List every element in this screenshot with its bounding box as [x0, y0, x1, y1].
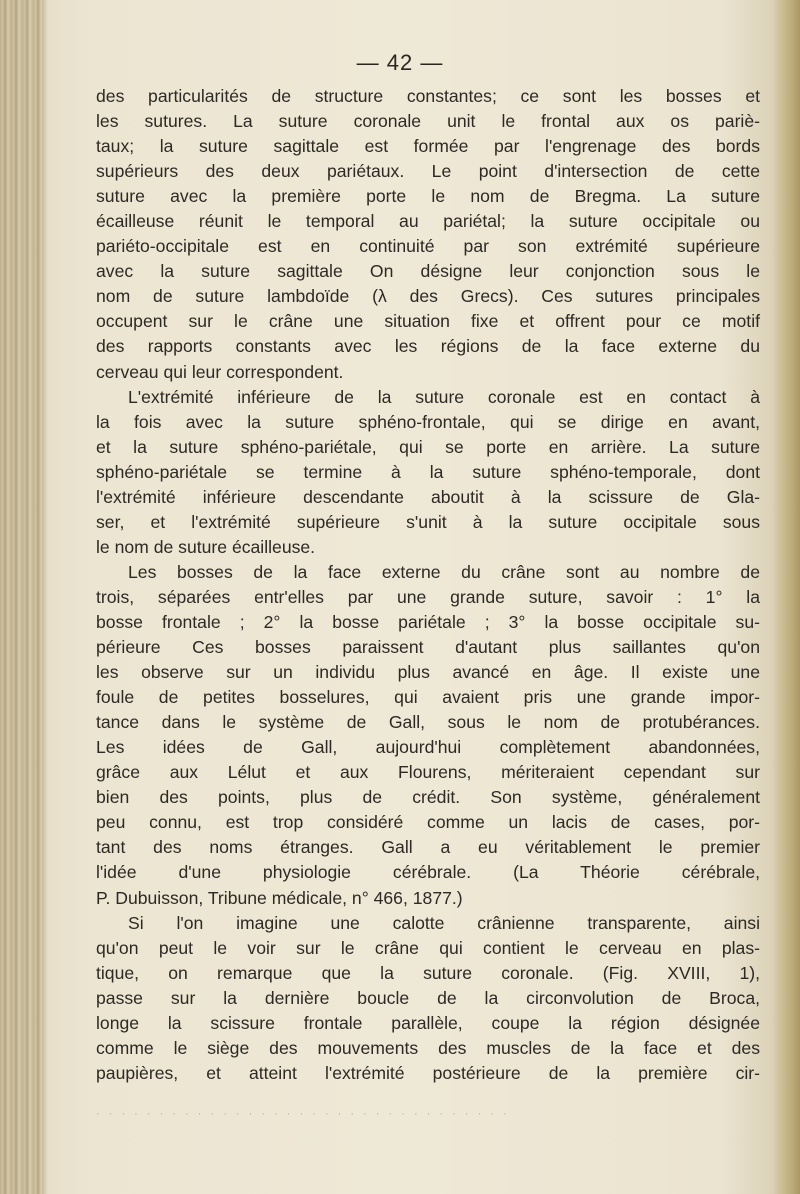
text-line: tance dans le système de Gall, sous le nom de protubérances. — [96, 712, 760, 733]
text-line: longe la scissure frontale parallèle, coupe la région désignée — [96, 1012, 760, 1033]
text-line: taux; la suture sagittale est formée par l'engrenage des bords — [96, 136, 760, 157]
page-number: — 42 — — [356, 50, 444, 75]
text-line: grâce aux Lélut et aux Flourens, mériteraient cependant sur — [96, 762, 760, 783]
text-line: Si l'on imagine une calotte crânienne transparente, ainsi — [128, 912, 760, 933]
text-line: supérieurs des deux pariétaux. Le point d'intersection de cette — [96, 161, 760, 182]
text-line: des rapports constants avec les régions de la face externe du — [96, 336, 760, 357]
text-line: l'idée d'une physiologie cérébrale. (La Théorie cérébrale, — [96, 862, 760, 883]
text-line: tant des noms étranges. Gall a eu véritablement le premier — [96, 837, 760, 858]
text-line: pariéto-occipitale est en continuité par son extrémité supérieure — [96, 236, 760, 257]
body-text — [96, 84, 760, 1086]
text-line: P. Dubuisson, Tribune médicale, n° 466, 1877.) — [96, 887, 463, 908]
book-binding — [0, 0, 42, 1194]
text-line: la fois avec la suture sphéno-frontale, qui se dirige en avant, — [96, 411, 760, 432]
text-line: tique, on remarque que la suture coronale. (Fig. XVIII, 1), — [96, 962, 760, 983]
page-edge — [772, 0, 800, 1194]
text-line: suture avec la première porte le nom de Bregma. La suture — [96, 186, 760, 207]
text-line: le nom de suture écailleuse. — [96, 536, 316, 557]
text-line: les sutures. La suture coronale unit le frontal aux os pariè- — [96, 111, 760, 132]
text-line: Les bosses de la face externe du crâne sont au nombre de — [128, 561, 760, 582]
text-line: écailleuse réunit le temporal au pariétal; la suture occipitale ou — [96, 211, 760, 232]
text-line: occupent sur le crâne une situation fixe et offrent pour ce motif — [96, 311, 760, 332]
text-line: ser, et l'extrémité supérieure s'unit à la suture occipitale sous — [96, 511, 760, 532]
text-line: trois, séparées entr'elles par une grande suture, savoir : 1° la — [96, 586, 760, 607]
text-line: et la suture sphéno-pariétale, qui se porte en arrière. La suture — [96, 436, 760, 457]
text-line: des particularités de structure constantes; ce sont les bosses et — [96, 86, 760, 106]
text-line: foule de petites bosselures, qui avaient pris une grande impor- — [96, 687, 760, 708]
text-line: paupières, et atteint l'extrémité postérieure de la première cir- — [96, 1062, 760, 1083]
text-line: avec la suture sagittale On désigne leur conjonction sous le — [96, 261, 760, 282]
text-line: périeure Ces bosses paraissent d'autant plus saillantes qu'on — [96, 637, 760, 658]
text-line: L'extrémité inférieure de la suture coronale est en contact à — [128, 386, 760, 407]
text-line: cerveau qui leur correspondent. — [96, 361, 344, 382]
text-line: l'extrémité inférieure descendante aboutit à la scissure de Gla- — [96, 486, 760, 507]
text-line: passe sur la dernière boucle de la circonvolution de Broca, — [96, 987, 760, 1008]
text-line: bosse frontale ; 2° la bosse pariétale ; 3° la bosse occipitale su- — [96, 611, 760, 632]
text-line: qu'on peut le voir sur le crâne qui contient le cerveau en plas- — [96, 937, 760, 958]
text-line: peu connu, est trop considéré comme un lacis de cases, por- — [96, 812, 760, 833]
text-line: nom de suture lambdoïde (λ des Grecs). Ces sutures principales — [96, 286, 760, 307]
text-line: comme le siège des mouvements des muscles de la face et des — [96, 1037, 760, 1058]
text-line: Les idées de Gall, aujourd'hui complètement abandonnées, — [96, 737, 760, 758]
text-line: sphéno-pariétale se termine à la suture sphéno-temporale, dont — [96, 461, 760, 482]
text-line: bien des points, plus de crédit. Son système, généralement — [96, 787, 760, 808]
bleed-through-line: · · · · · · · · · · · · · · · · · · · · · · · · · · · · · · · · · — [96, 1108, 510, 1120]
text-line: les observe sur un individu plus avancé en âge. Il existe une — [96, 662, 760, 683]
